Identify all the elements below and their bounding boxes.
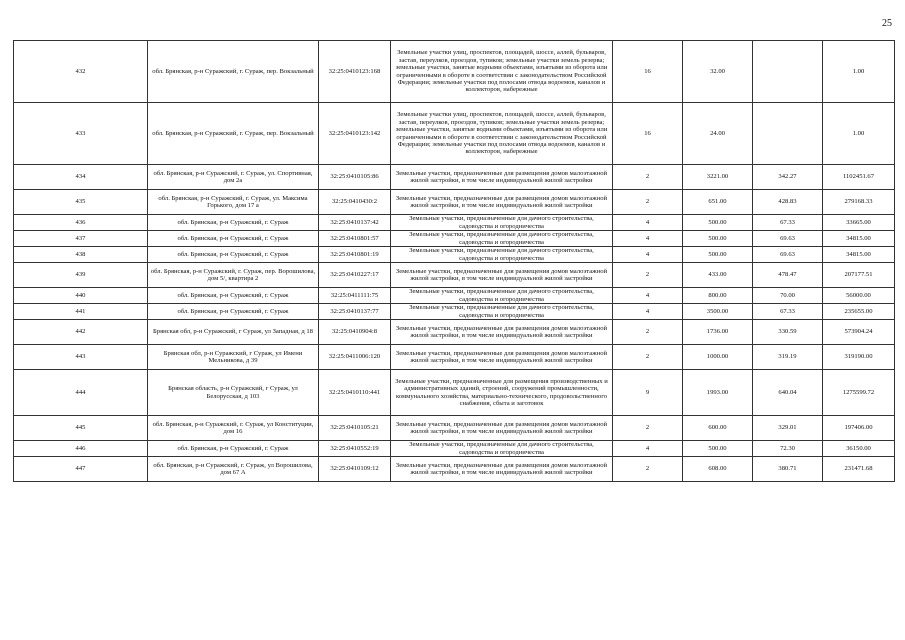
cadastral-number-cell: 32:25:0410123:168 bbox=[319, 41, 391, 103]
area-cell: 32.00 bbox=[683, 41, 753, 103]
address-cell: обл. Брянская, р-н Суражский, г. Сураж bbox=[148, 441, 319, 457]
row-number: 433 bbox=[14, 103, 148, 165]
row-number: 437 bbox=[14, 231, 148, 247]
row-number: 439 bbox=[14, 263, 148, 288]
row-number: 435 bbox=[14, 190, 148, 215]
address-cell: обл. Брянская, р-н Суражский, г. Сураж, пер. Вокзальный bbox=[148, 41, 319, 103]
cadastral-value-cell: 573904.24 bbox=[823, 320, 895, 345]
use-group-cell: 4 bbox=[613, 231, 683, 247]
specific-value-cell: 342.27 bbox=[753, 165, 823, 190]
row-number: 441 bbox=[14, 304, 148, 320]
table-row bbox=[14, 231, 895, 247]
table-row bbox=[14, 416, 895, 441]
table-row bbox=[14, 190, 895, 215]
table-row bbox=[14, 263, 895, 288]
use-group-cell: 4 bbox=[613, 215, 683, 231]
address-cell: обл. Брянская, р-н Суражский, г. Сураж, пер. Ворошилова, дом 5/, квартира 2 bbox=[148, 263, 319, 288]
row-number: 442 bbox=[14, 320, 148, 345]
cadastral-number-cell: 32:25:0411006:120 bbox=[319, 345, 391, 370]
area-cell: 500.00 bbox=[683, 231, 753, 247]
address-cell: обл. Брянская, р-н Суражский, г. Сураж bbox=[148, 247, 319, 263]
land-use-cell: Земельные участки, предназначенные для размещения домов малоэтажной жилой застройки, в том числе индивидуальной жилой застройки bbox=[391, 416, 613, 441]
land-use-cell: Земельные участки, предназначенные для размещения домов малоэтажной жилой застройки, в том числе индивидуальной жилой застройки bbox=[391, 320, 613, 345]
cadastral-number-cell: 32:25:0410227:17 bbox=[319, 263, 391, 288]
use-group-cell: 4 bbox=[613, 441, 683, 457]
land-use-cell: Земельные участки, предназначенные для дачного строительства, садоводства и огородничества bbox=[391, 247, 613, 263]
land-use-cell: Земельные участки, предназначенные для размещения домов малоэтажной жилой застройки, в том числе индивидуальной жилой застройки bbox=[391, 345, 613, 370]
cadastral-value-cell: 1275599.72 bbox=[823, 370, 895, 416]
page-number: 25 bbox=[882, 18, 892, 29]
use-group-cell: 2 bbox=[613, 416, 683, 441]
cadastral-value-cell: 36150.00 bbox=[823, 441, 895, 457]
land-use-cell: Земельные участки, предназначенные для размещения домов малоэтажной жилой застройки, в том числе индивидуальной жилой застройки bbox=[391, 165, 613, 190]
table-row bbox=[14, 41, 895, 103]
use-group-cell: 2 bbox=[613, 165, 683, 190]
cadastral-number-cell: 32:25:0410430:2 bbox=[319, 190, 391, 215]
cadastral-number-cell: 32:25:0410801:57 bbox=[319, 231, 391, 247]
table-row bbox=[14, 165, 895, 190]
area-cell: 3500.00 bbox=[683, 304, 753, 320]
table-row bbox=[14, 247, 895, 263]
address-cell: обл. Брянская, р-н Суражский, г. Сураж bbox=[148, 215, 319, 231]
area-cell: 500.00 bbox=[683, 247, 753, 263]
address-cell: обл. Брянская, р-н Суражский, г. Сураж, ул Ворошилова, дом 67 А bbox=[148, 457, 319, 482]
specific-value-cell: 380.71 bbox=[753, 457, 823, 482]
cadastral-number-cell: 32:25:0410123:142 bbox=[319, 103, 391, 165]
cadastral-value-cell: 34815.00 bbox=[823, 247, 895, 263]
cadastral-number-cell: 32:25:0410110:441 bbox=[319, 370, 391, 416]
cadastral-number-cell: 32:25:0410904:8 bbox=[319, 320, 391, 345]
land-use-cell: Земельные участки, предназначенные для размещения домов малоэтажной жилой застройки, в том числе индивидуальной жилой застройки bbox=[391, 263, 613, 288]
use-group-cell: 2 bbox=[613, 345, 683, 370]
cadastral-number-cell: 32:25:0411111:75 bbox=[319, 288, 391, 304]
row-number: 440 bbox=[14, 288, 148, 304]
cadastral-value-cell: 235655.00 bbox=[823, 304, 895, 320]
row-number: 444 bbox=[14, 370, 148, 416]
specific-value-cell: 69.63 bbox=[753, 247, 823, 263]
specific-value-cell: 69.63 bbox=[753, 231, 823, 247]
area-cell: 24.00 bbox=[683, 103, 753, 165]
cadastral-value-cell: 279168.33 bbox=[823, 190, 895, 215]
land-use-cell: Земельные участки улиц, проспектов, площадей, шоссе, аллей, бульваров, застав, переулков, проездов, тупиков; земельные участки земель резерва; земельные участки, занятые водными объектами, изъятыми из оборота или ограниченными в обороте в соответствии с законодательством Российской Федерации; земельные участки под полосами отвода водоемов, каналов и коллекторов, набережные bbox=[391, 103, 613, 165]
area-cell: 651.00 bbox=[683, 190, 753, 215]
table-row bbox=[14, 345, 895, 370]
cadastral-value-cell: 56000.00 bbox=[823, 288, 895, 304]
address-cell: обл. Брянская, р-н Суражский, г. Сураж bbox=[148, 288, 319, 304]
address-cell: обл. Брянская, р-н Суражский, г. Сураж, пер. Вокзальный bbox=[148, 103, 319, 165]
use-group-cell: 2 bbox=[613, 190, 683, 215]
area-cell: 600.00 bbox=[683, 416, 753, 441]
table-row bbox=[14, 370, 895, 416]
land-use-cell: Земельные участки, предназначенные для размещения домов малоэтажной жилой застройки, в том числе индивидуальной жилой застройки bbox=[391, 457, 613, 482]
area-cell: 1000.00 bbox=[683, 345, 753, 370]
table-row bbox=[14, 288, 895, 304]
address-cell: обл. Брянская, р-н Суражский, г. Сураж bbox=[148, 304, 319, 320]
cadastral-value-cell: 197406.00 bbox=[823, 416, 895, 441]
cadastral-value-cell: 231471.68 bbox=[823, 457, 895, 482]
table-row bbox=[14, 320, 895, 345]
row-number: 434 bbox=[14, 165, 148, 190]
table-row bbox=[14, 103, 895, 165]
row-number: 438 bbox=[14, 247, 148, 263]
cadastral-value-cell: 1.00 bbox=[823, 103, 895, 165]
cadastral-number-cell: 32:25:0410137:77 bbox=[319, 304, 391, 320]
row-number: 445 bbox=[14, 416, 148, 441]
land-use-cell: Земельные участки, предназначенные для дачного строительства, садоводства и огородничества bbox=[391, 304, 613, 320]
area-cell: 800.00 bbox=[683, 288, 753, 304]
land-use-cell: Земельные участки, предназначенные для дачного строительства, садоводства и огородничества bbox=[391, 441, 613, 457]
use-group-cell: 16 bbox=[613, 103, 683, 165]
specific-value-cell: 67.33 bbox=[753, 215, 823, 231]
area-cell: 500.00 bbox=[683, 441, 753, 457]
cadastral-number-cell: 32:25:0410105:86 bbox=[319, 165, 391, 190]
table-row bbox=[14, 457, 895, 482]
use-group-cell: 4 bbox=[613, 288, 683, 304]
cadastral-number-cell: 32:25:0410552:19 bbox=[319, 441, 391, 457]
specific-value-cell bbox=[753, 41, 823, 103]
use-group-cell: 4 bbox=[613, 247, 683, 263]
table-row bbox=[14, 215, 895, 231]
table-row bbox=[14, 441, 895, 457]
use-group-cell: 4 bbox=[613, 304, 683, 320]
cadastral-value-cell: 1102451.67 bbox=[823, 165, 895, 190]
cadastral-number-cell: 32:25:0410105:21 bbox=[319, 416, 391, 441]
land-use-cell: Земельные участки улиц, проспектов, площадей, шоссе, аллей, бульваров, застав, переулков, проездов, тупиков; земельные участки земель резерва; земельные участки, занятые водными объектами, изъятыми из оборота или ограниченными в обороте в соответствии с законодательством Российской Федерации; земельные участки под полосами отвода водоемов, каналов и коллекторов, набережные bbox=[391, 41, 613, 103]
specific-value-cell: 329.01 bbox=[753, 416, 823, 441]
cadastral-value-cell: 319190.00 bbox=[823, 345, 895, 370]
area-cell: 433.00 bbox=[683, 263, 753, 288]
cadastral-number-cell: 32:25:0410137:42 bbox=[319, 215, 391, 231]
land-use-cell: Земельные участки, предназначенные для размещения производственных и административных зданий, строений, сооружений промышленности, коммунального хозяйства, материально-технического, продовольственного снабжения, сбыта и заготовок bbox=[391, 370, 613, 416]
cadastral-value-cell: 33665.00 bbox=[823, 215, 895, 231]
row-number: 446 bbox=[14, 441, 148, 457]
cadastral-value-cell: 34815.00 bbox=[823, 231, 895, 247]
land-plot-table bbox=[13, 40, 895, 482]
specific-value-cell: 319.19 bbox=[753, 345, 823, 370]
row-number: 443 bbox=[14, 345, 148, 370]
cadastral-number-cell: 32:25:0410801:19 bbox=[319, 247, 391, 263]
area-cell: 1993.00 bbox=[683, 370, 753, 416]
specific-value-cell: 640.04 bbox=[753, 370, 823, 416]
row-number: 436 bbox=[14, 215, 148, 231]
use-group-cell: 2 bbox=[613, 320, 683, 345]
specific-value-cell: 67.33 bbox=[753, 304, 823, 320]
land-use-cell: Земельные участки, предназначенные для дачного строительства, садоводства и огородничества bbox=[391, 215, 613, 231]
specific-value-cell: 72.30 bbox=[753, 441, 823, 457]
use-group-cell: 2 bbox=[613, 263, 683, 288]
land-use-cell: Земельные участки, предназначенные для размещения домов малоэтажной жилой застройки, в том числе индивидуальной жилой застройки bbox=[391, 190, 613, 215]
address-cell: Брянская область, р-н Суражский, г Сураж, ул Белорусская, д 103 bbox=[148, 370, 319, 416]
specific-value-cell bbox=[753, 103, 823, 165]
specific-value-cell: 330.59 bbox=[753, 320, 823, 345]
area-cell: 608.00 bbox=[683, 457, 753, 482]
specific-value-cell: 428.83 bbox=[753, 190, 823, 215]
table-row bbox=[14, 304, 895, 320]
address-cell: обл. Брянская, р-н Суражский, г. Сураж, ул. Спортивная, дом 2а bbox=[148, 165, 319, 190]
use-group-cell: 16 bbox=[613, 41, 683, 103]
use-group-cell: 9 bbox=[613, 370, 683, 416]
address-cell: Брянская обл, р-н Суражский, г Сураж, ул Имени Мельникова, д 39 bbox=[148, 345, 319, 370]
area-cell: 1736.00 bbox=[683, 320, 753, 345]
use-group-cell: 2 bbox=[613, 457, 683, 482]
specific-value-cell: 70.00 bbox=[753, 288, 823, 304]
cadastral-value-cell: 1.00 bbox=[823, 41, 895, 103]
cadastral-number-cell: 32:25:0410109:12 bbox=[319, 457, 391, 482]
specific-value-cell: 478.47 bbox=[753, 263, 823, 288]
land-use-cell: Земельные участки, предназначенные для дачного строительства, садоводства и огородничества bbox=[391, 288, 613, 304]
address-cell: Брянская обл, р-н Суражский, г Сураж, ул Западная, д 18 bbox=[148, 320, 319, 345]
area-cell: 3221.00 bbox=[683, 165, 753, 190]
area-cell: 500.00 bbox=[683, 215, 753, 231]
row-number: 432 bbox=[14, 41, 148, 103]
address-cell: обл. Брянская, р-н Суражский, г. Сураж, ул. Максима Горького, дом 17 а bbox=[148, 190, 319, 215]
address-cell: обл. Брянская, р-н Суражский, г. Сураж bbox=[148, 231, 319, 247]
land-use-cell: Земельные участки, предназначенные для дачного строительства, садоводства и огородничества bbox=[391, 231, 613, 247]
row-number: 447 bbox=[14, 457, 148, 482]
cadastral-value-cell: 207177.51 bbox=[823, 263, 895, 288]
address-cell: обл. Брянская, р-н Суражский, г. Сураж, ул Конституции, дом 16 bbox=[148, 416, 319, 441]
